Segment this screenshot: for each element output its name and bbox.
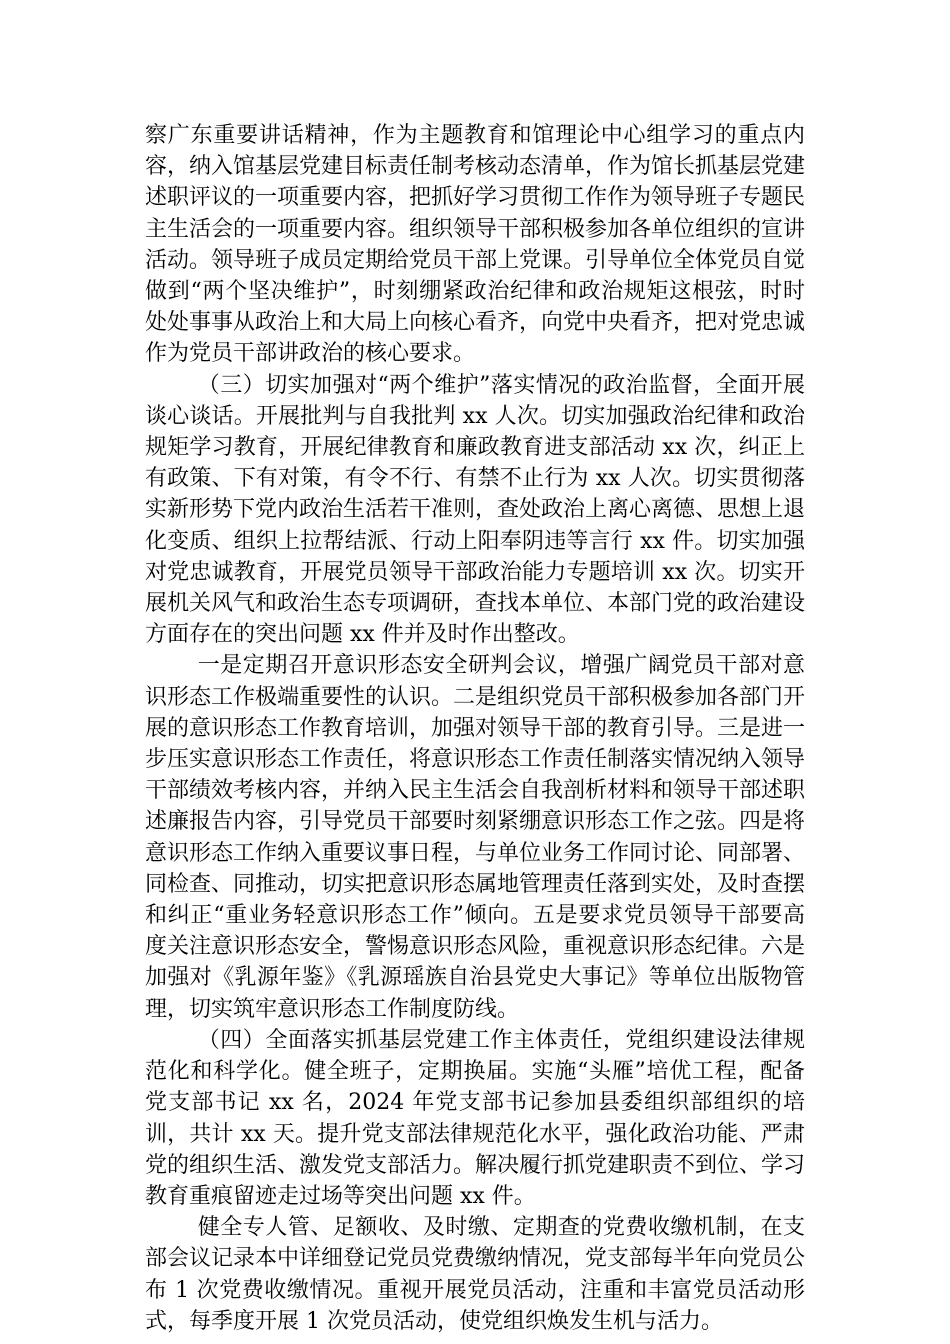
paragraph-5: 健全专人管、足额收、及时缴、定期查的党费收缴机制，在支部会议记录本中详细登记党员党费缴纳情况，党支部每半年向党员公布 1 次党费收缴情况。重视开展党员活动，注重和丰富党员活动形式，每季度开展 1 次党员活动，使党组织焕发生机与活力。 [145,1215,806,1334]
paragraph-4: （四）全面落实抓基层党建工作主体责任，党组织建设法律规范化和科学化。健全班子，定期换届。实施“头雁”培优工程，配备党支部书记 xx 名，2024 年党支部书记参加县委组织部组织的培训，共计 xx 天。提升党支部法律规范化水平，强化政治功能、严肃党的组织生活、激发党支部活力。解决履行抓党建职责不到位、学习教育重痕留迹走过场等突出问题 xx 件。 [145,1027,806,1209]
paragraph-2: （三）切实加强对“两个维护”落实情况的政治监督，全面开展谈心谈话。开展批判与自我批判 xx 人次。切实加强政治纪律和政治规矩学习教育，开展纪律教育和廉政教育进支部活动 xx 次，纠正上有政策、下有对策，有令不行、有禁不止行为 xx 人次。切实贯彻落实新形势下党内政治生活若干准则，查处政治上离心离德、思想上退化变质、组织上拉帮结派、行动上阳奉阴违等言行 xx 件。切实加强对党忠诚教育，开展党员领导干部政治能力专题培训 xx 次。切实开展机关风气和政治生态专项调研，查找本单位、本部门党的政治建设方面存在的突出问题 xx 件并及时作出整改。 [145,372,806,648]
document-page [145,120,805,1337]
paragraph-1: 察广东重要讲话精神，作为主题教育和馆理论中心组学习的重点内容，纳入馆基层党建目标责任制考核动态清单，作为馆长抓基层党建述职评议的一项重要内容，把抓好学习贯彻工作作为领导班子专题民主生活会的一项重要内容。组织领导干部积极参加各单位组织的宣讲活动。领导班子成员定期给党员干部上党课。引导单位全体党员自觉做到“两个坚决维护”，时刻绷紧政治纪律和政治规矩这根弦，时时处处事事从政治上和大局上向核心看齐，向党中央看齐，把对党忠诚作为党员干部讲政治的核心要求。 [145,123,806,367]
paragraph-3: 一是定期召开意识形态安全研判会议，增强广阔党员干部对意识形态工作极端重要性的认识。二是组织党员干部积极参加各部门开展的意识形态工作教育培训，加强对领导干部的教育引导。三是进一步压实意识形态工作责任，将意识形态工作责任制落实情况纳入领导干部绩效考核内容，并纳入民主生活会自我剖析材料和领导干部述职述廉报告内容，引导党员干部要时刻紧绷意识形态工作之弦。四是将意识形态工作纳入重要议事日程，与单位业务工作同讨论、同部署、同检查、同推动，切实把意识形态属地管理责任落到实处，及时查摆和纠正“重业务轻意识形态工作”倾向。五是要求党员领导干部要高度关注意识形态安全，警惕意识形态风险，重视意识形态纪律。六是加强对《乳源年鉴》《乳源瑶族自治县党史大事记》等单位出版物管理，切实筑牢意识形态工作制度防线。 [145,653,806,1022]
